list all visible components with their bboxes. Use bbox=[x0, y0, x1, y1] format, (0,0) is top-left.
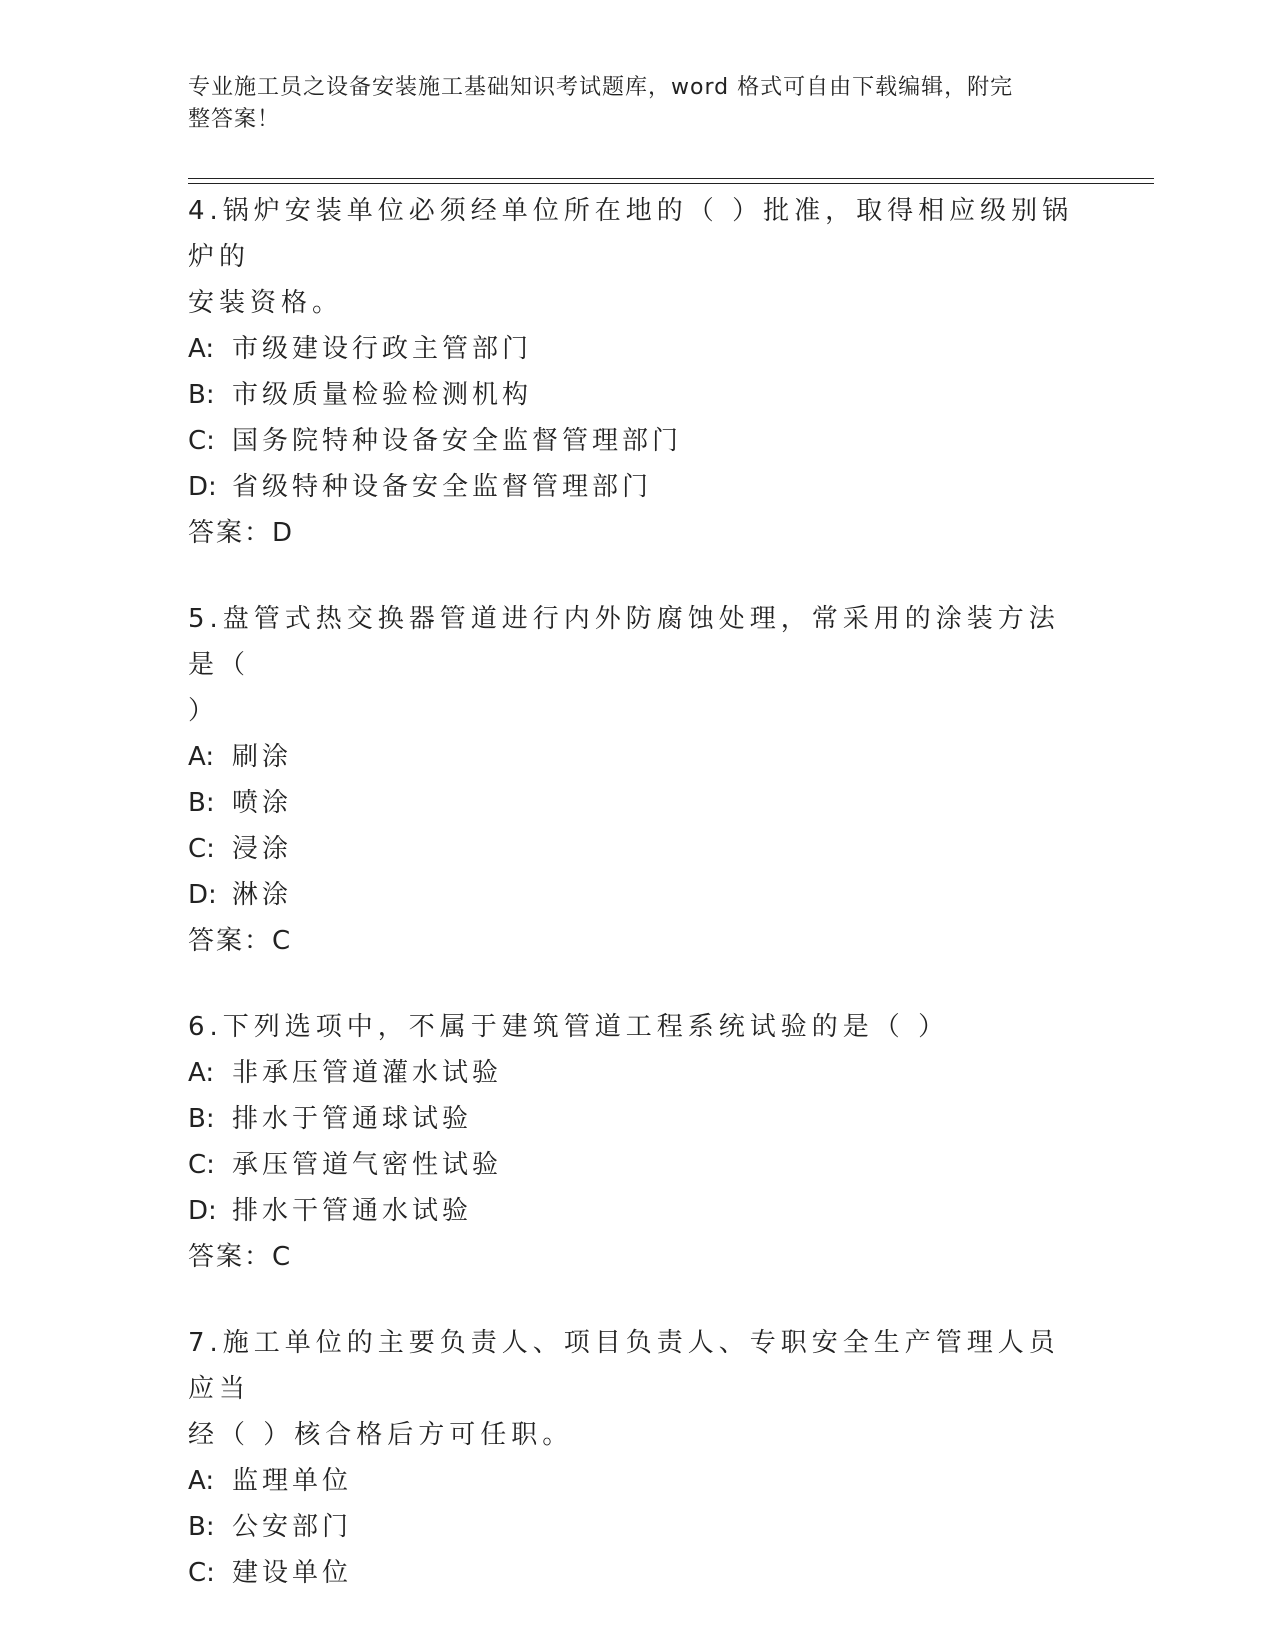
option-key: A: bbox=[188, 742, 215, 772]
question-item bbox=[188, 188, 1088, 556]
option-key: B: bbox=[188, 1512, 215, 1542]
option-text: 非承压管道灌水试验 bbox=[232, 1058, 503, 1088]
option-a bbox=[188, 326, 1088, 372]
option-key: D: bbox=[188, 1196, 217, 1226]
question-stem-line: 7.施工单位的主要负责人、项目负责人、专职安全生产管理人员应当 bbox=[188, 1328, 1060, 1404]
option-text: 淋涂 bbox=[232, 880, 293, 910]
question-stem-line: ） bbox=[188, 696, 220, 726]
option-d bbox=[188, 464, 1088, 510]
option-key: A: bbox=[188, 1058, 215, 1088]
answer-line: 答案：C bbox=[188, 1242, 293, 1272]
option-text: 省级特种设备安全监督管理部门 bbox=[232, 472, 653, 502]
option-key: D: bbox=[188, 880, 217, 910]
option-key: D: bbox=[188, 472, 217, 502]
option-key: B: bbox=[188, 380, 215, 410]
question-stem-line: 6.下列选项中，不属于建筑管道工程系统试验的是（ ） bbox=[188, 1012, 950, 1042]
option-text: 监理单位 bbox=[232, 1466, 353, 1496]
option-text: 承压管道气密性试验 bbox=[232, 1150, 503, 1180]
header-line-1: 专业施工员之设备安装施工基础知识考试题库，word 格式可自由下载编辑，附完 bbox=[188, 75, 1014, 100]
option-key: B: bbox=[188, 1104, 215, 1134]
option-key: C: bbox=[188, 834, 215, 864]
option-c bbox=[188, 826, 1088, 872]
option-text: 建设单位 bbox=[232, 1558, 353, 1588]
option-key: B: bbox=[188, 788, 215, 818]
answer-line: 答案：C bbox=[188, 926, 293, 956]
option-text: 刷涂 bbox=[232, 742, 293, 772]
option-text: 国务院特种设备安全监督管理部门 bbox=[232, 426, 683, 456]
option-text: 市级建设行政主管部门 bbox=[232, 334, 533, 364]
header-line-2: 整答案！ bbox=[188, 107, 281, 132]
question-stem bbox=[188, 1004, 1088, 1050]
question-stem-line: 4.锅炉安装单位必须经单位所在地的（ ）批准，取得相应级别锅炉的 bbox=[188, 196, 1074, 272]
option-b bbox=[188, 1504, 1088, 1550]
question-stem-line: 5.盘管式热交换器管道进行内外防腐蚀处理，常采用的涂装方法是（ bbox=[188, 604, 1060, 680]
option-b bbox=[188, 372, 1088, 418]
option-text: 喷涂 bbox=[232, 788, 293, 818]
option-d bbox=[188, 1188, 1088, 1234]
option-key: C: bbox=[188, 426, 215, 456]
answer-line: 答案：D bbox=[188, 518, 295, 548]
option-key: A: bbox=[188, 334, 215, 364]
header-divider-bottom bbox=[188, 183, 1154, 184]
option-c bbox=[188, 1550, 1088, 1596]
question-stem bbox=[188, 188, 1088, 326]
option-key: C: bbox=[188, 1558, 215, 1588]
option-text: 排水干管通水试验 bbox=[232, 1196, 473, 1226]
option-a bbox=[188, 1458, 1088, 1504]
question-item bbox=[188, 1320, 1088, 1596]
header-divider-top bbox=[188, 178, 1154, 179]
option-b bbox=[188, 780, 1088, 826]
option-key: A: bbox=[188, 1466, 215, 1496]
question-stem-line: 经（ ）核合格后方可任职。 bbox=[188, 1420, 574, 1450]
option-a bbox=[188, 734, 1088, 780]
option-text: 排水于管通球试验 bbox=[232, 1104, 473, 1134]
option-key: C: bbox=[188, 1150, 215, 1180]
question-stem bbox=[188, 596, 1088, 734]
question-stem bbox=[188, 1320, 1088, 1458]
option-text: 市级质量检验检测机构 bbox=[232, 380, 533, 410]
option-text: 公安部门 bbox=[232, 1512, 353, 1542]
option-a bbox=[188, 1050, 1088, 1096]
option-text: 浸涂 bbox=[232, 834, 293, 864]
question-list bbox=[188, 188, 1088, 1636]
option-d bbox=[188, 872, 1088, 918]
question-item bbox=[188, 596, 1088, 964]
document-header bbox=[188, 72, 1068, 136]
option-b bbox=[188, 1096, 1088, 1142]
option-c bbox=[188, 418, 1088, 464]
question-stem-line: 安装资格。 bbox=[188, 288, 344, 318]
option-c bbox=[188, 1142, 1088, 1188]
question-item bbox=[188, 1004, 1088, 1280]
